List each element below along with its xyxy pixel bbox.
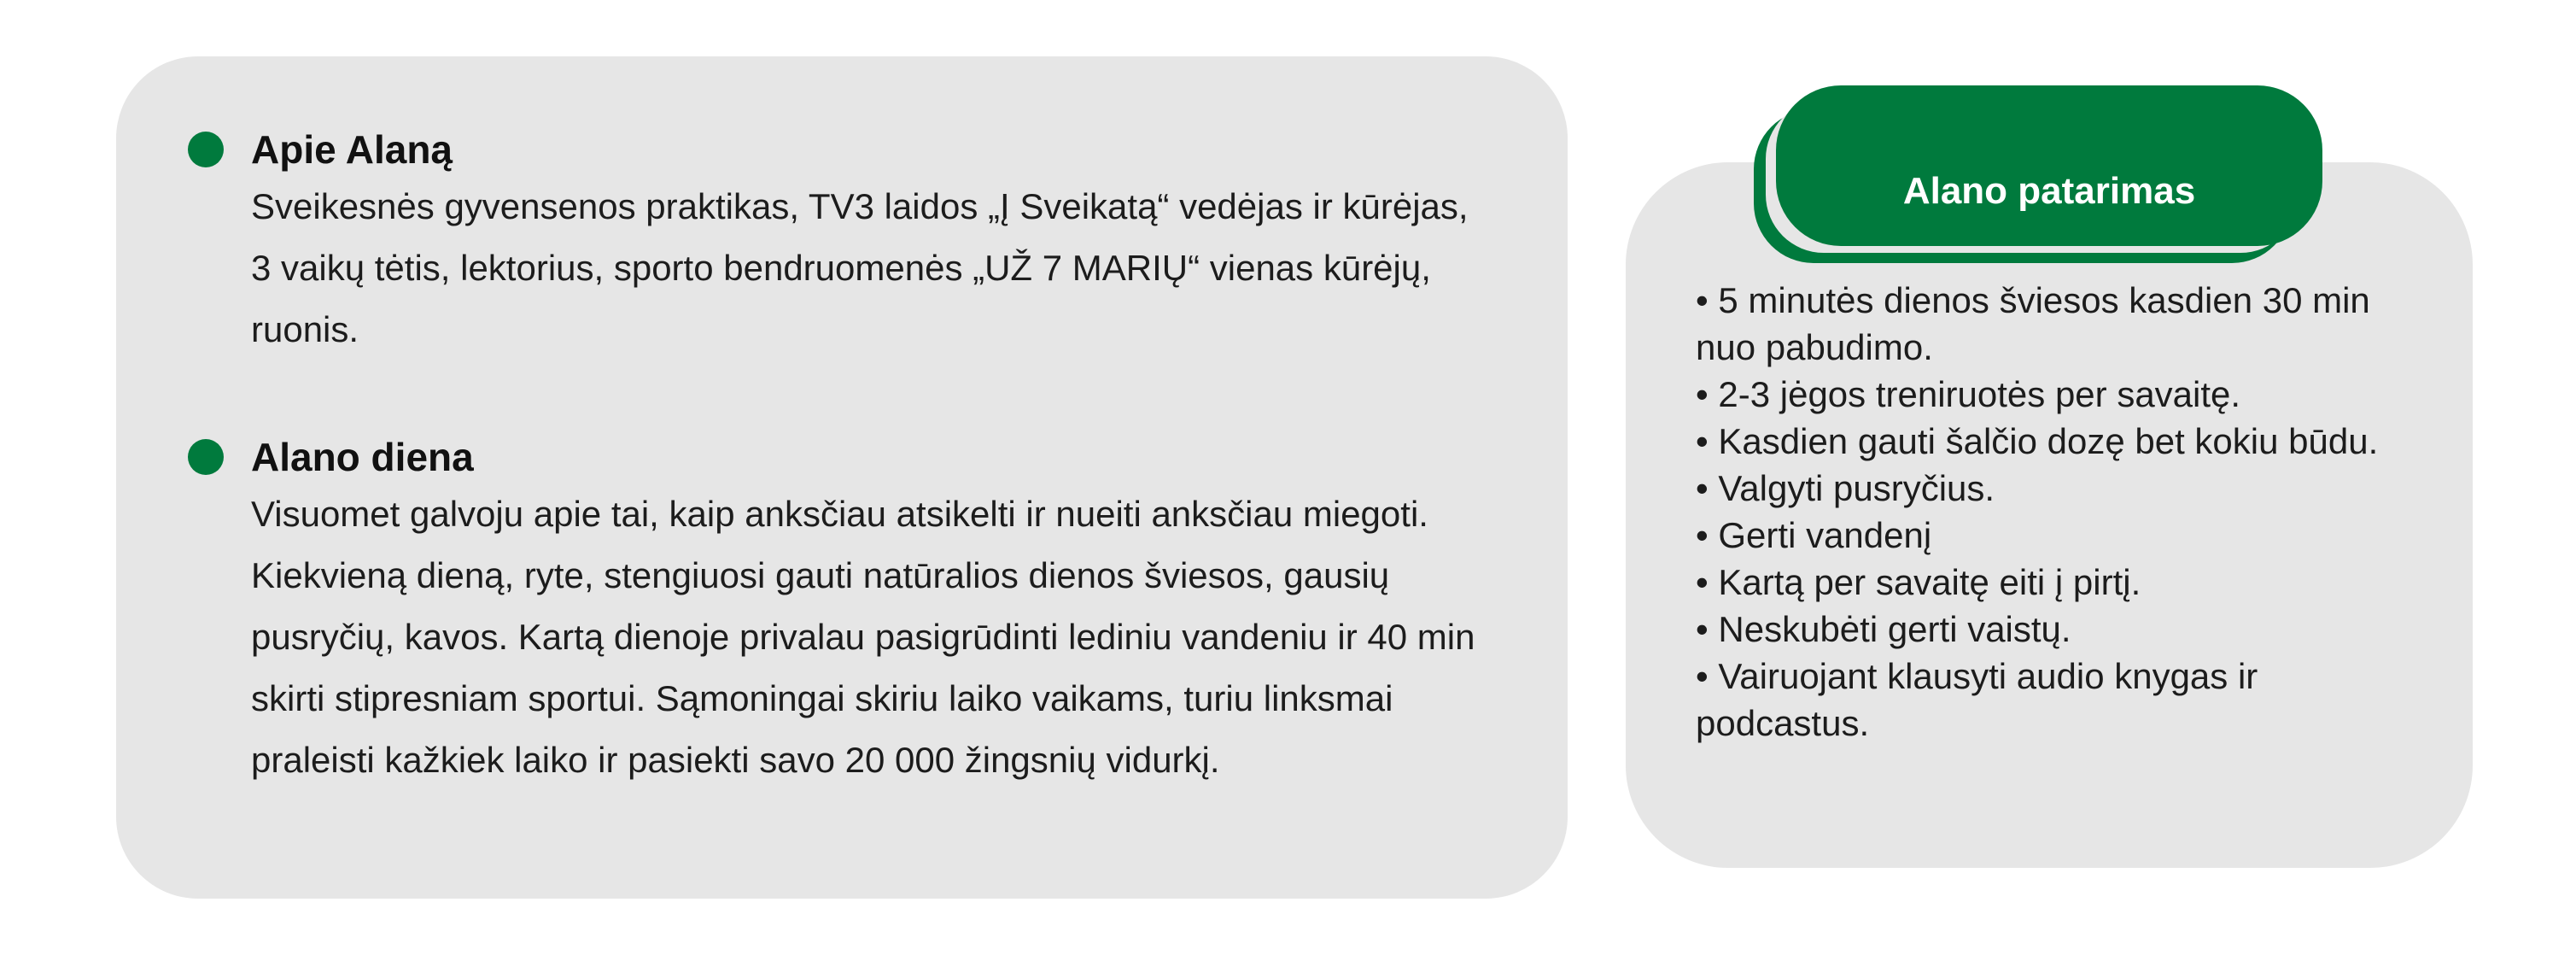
bullet-icon: • — [1696, 656, 1709, 696]
about-text: Sveikesnės gyvensenos praktikas, TV3 laidos „Į Sveikatą“ vedėjas ir kūrėjas, 3 vaikų tėtis, lektorius, sporto bendruomenės „UŽ 7 MARIŲ“ vienas kūrėjų, ruonis. — [251, 186, 1469, 349]
list-item — [1696, 418, 2430, 465]
about-title: Apie Alaną — [251, 127, 453, 172]
bullet-icon: • — [1696, 374, 1709, 414]
green-bullet-icon — [188, 132, 224, 167]
tip-text: Neskubėti gerti vaistų. — [1718, 609, 2071, 649]
day-text: Visuomet galvoju apie tai, kaip anksčiau atsikelti ir nueiti anksčiau miegoti. Kiekvieną dieną, ryte, stengiuosi gauti natūralios dienos šviesos, gausių pusryčių, kavos. Kartą dienoje privalau pasigrūdinti lediniu vandeniu ir 40 min skirti stipresniam sportui. Sąmoningai skiriu laiko vaikams, turiu linksmai praleisti kažkiek laiko ir pasiekti savo 20 000 žingsnių vidurkį. — [251, 494, 1475, 780]
tips-header-tab — [1776, 85, 2322, 246]
bullet-icon: • — [1696, 515, 1709, 555]
tip-text: Kartą per savaitę eiti į pirtį. — [1718, 562, 2141, 602]
bullet-icon: • — [1696, 468, 1709, 508]
tips-list — [1696, 277, 2430, 747]
list-item — [1696, 559, 2430, 606]
bullet-icon: • — [1696, 280, 1709, 320]
green-bullet-icon — [188, 439, 224, 475]
tip-text: Kasdien gauti šalčio dozę bet kokiu būdu. — [1718, 421, 2379, 461]
tips-title: Alano patarimas — [1902, 170, 2196, 212]
tip-text: Gerti vandenį — [1718, 515, 1932, 555]
tip-text: 2-3 jėgos treniruotės per savaitę. — [1718, 374, 2241, 414]
day-title: Alano diena — [251, 435, 474, 479]
bullet-icon: • — [1696, 421, 1709, 461]
tips-card — [1626, 162, 2473, 868]
list-item — [1696, 465, 2430, 512]
tip-text: 5 minutės dienos šviesos kasdien 30 min nuo pabudimo. — [1696, 280, 2370, 367]
list-item — [1696, 277, 2430, 371]
tip-text: Valgyti pusryčius. — [1718, 468, 1995, 508]
list-item — [1696, 512, 2430, 559]
list-item — [1696, 653, 2430, 747]
bullet-icon: • — [1696, 609, 1709, 649]
profile-card — [116, 56, 1568, 899]
list-item — [1696, 371, 2430, 418]
bullet-icon: • — [1696, 562, 1709, 602]
list-item — [1696, 606, 2430, 653]
tip-text: Vairuojant klausyti audio knygas ir podcastus. — [1696, 656, 2258, 743]
